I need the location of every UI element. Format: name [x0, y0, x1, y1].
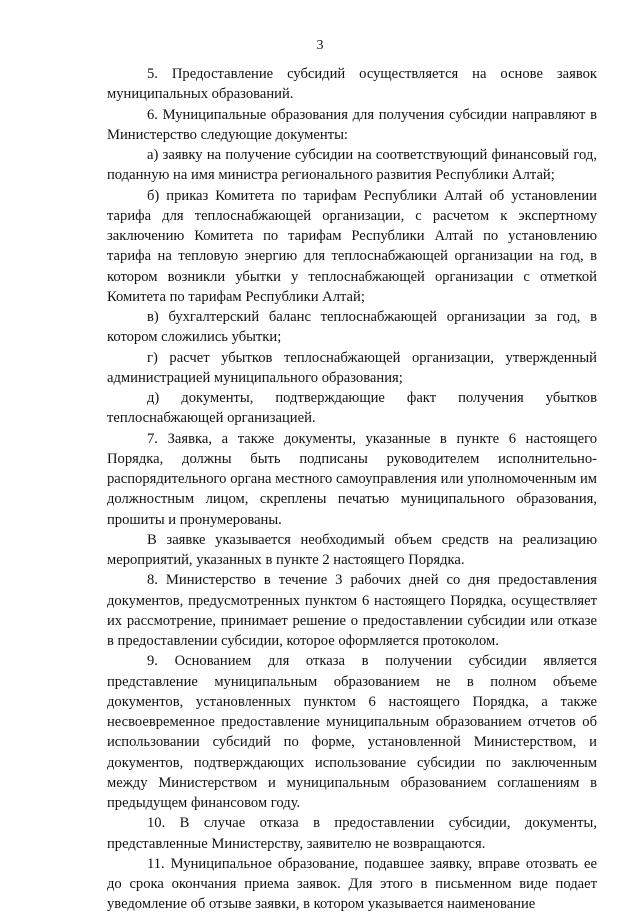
document-body — [107, 64, 597, 915]
paragraph-subitem-d: д) документы, подтверждающие факт получения убытков теплоснабжающей организацией. — [107, 390, 597, 427]
paragraph-item-6: 6. Муниципальные образования для получения субсидии направляют в Министерство следующие документы: — [107, 106, 597, 143]
paragraph-item-11: 11. Муниципальное образование, подавшее заявку, вправе отозвать ее до срока окончания приема заявок. Для этого в письменном виде подает уведомление об отзыве заявки, в котором указывается наименование — [107, 855, 597, 913]
paragraph-subitem-a: а) заявку на получение субсидии на соответствующий финансовый год, поданную на имя министра регионального развития Республики Алтай; — [107, 147, 597, 184]
paragraph-subitem-v: в) бухгалтерский баланс теплоснабжающей организации за год, в котором сложились убытки; — [107, 309, 597, 346]
paragraph-item-9: 9. Основанием для отказа в получении субсидии является представление муниципальным образованием не в полном объеме документов, установленных пунктом 6 настоящего Порядка, а также несвоевременное предоставление муниципальным образованием отчетов об использовании субсидий по форме, установленной Министерством, и документов, подтверждающих использование субсидии по заключенным между Министерством и муниципальным образованием соглашениям в предыдущем финансовом году. — [107, 653, 597, 811]
paragraph-item-8: 8. Министерство в течение 3 рабочих дней со дня предоставления документов, предусмотренных пунктом 6 настоящего Порядка, осуществляет их рассмотрение, принимает решение о предоставлении субсидии или отказе в предоставлении субсидии, которое оформляется протоколом. — [107, 572, 597, 649]
paragraph-subitem-b: б) приказ Комитета по тарифам Республики Алтай об установлении тарифа для теплоснабжающей организации, с расчетом к экспертному заключению Комитета по тарифам Республики Алтай по установлению тарифа на тепловую энергию для теплоснабжающей организации на год, в котором возникли убытки у теплоснабжающей организации с отметкой Комитета по тарифам Республики Алтай; — [107, 187, 597, 305]
paragraph-item-7-application-note: В заявке указывается необходимый объем средств на реализацию мероприятий, указанных в пункте 2 настоящего Порядка. — [107, 531, 597, 568]
paragraph-item-10: 10. В случае отказа в предоставлении субсидии, документы, представленные Министерству, заявителю не возвращаются. — [107, 815, 597, 852]
page-number: 3 — [316, 38, 324, 53]
paragraph-subitem-g: г) расчет убытков теплоснабжающей организации, утвержденный администрацией муниципального образования; — [107, 349, 597, 386]
paragraph-item-7: 7. Заявка, а также документы, указанные в пункте 6 настоящего Порядка, должны быть подписаны руководителем исполнительно-распорядительного органа местного самоуправления или уполномоченным им должностным лицом, скреплены печатью муниципального образования, прошиты и пронумерованы. — [107, 430, 597, 528]
paragraph-item-5: 5. Предоставление субсидий осуществляется на основе заявок муниципальных образований. — [107, 66, 597, 103]
